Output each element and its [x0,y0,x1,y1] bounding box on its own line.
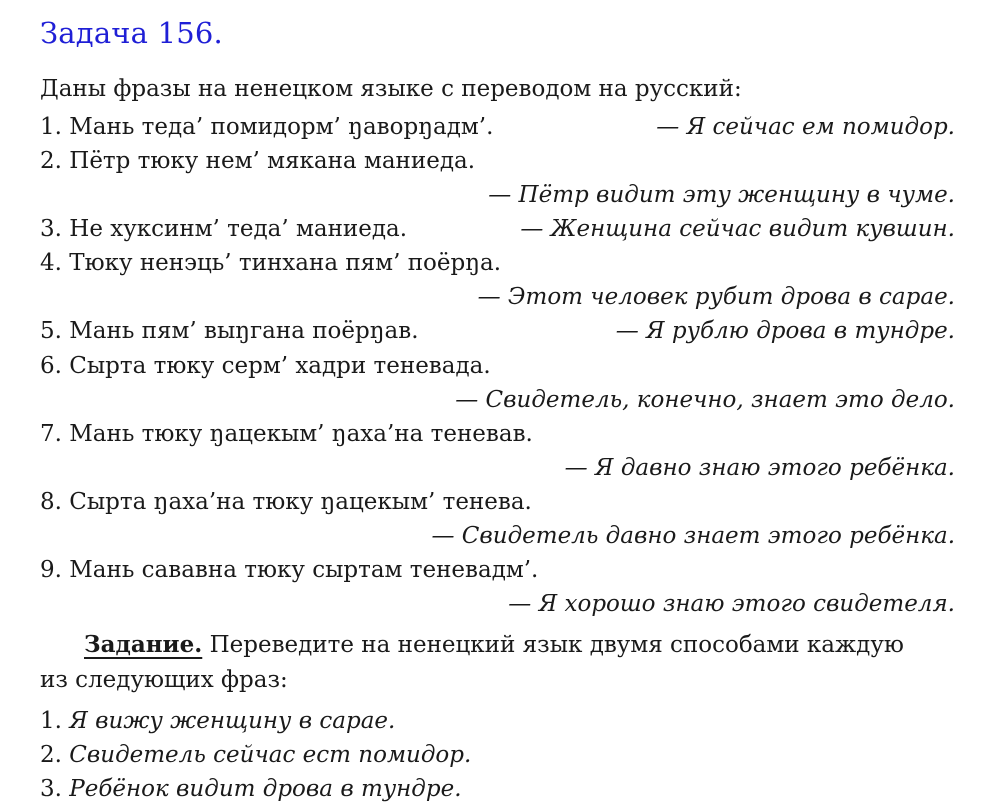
phrase-source: 6. Сырта тюку серм’ хадри теневада. [40,353,491,379]
phrase-translation: — Этот человек рубит дрова в сарае. [477,284,955,310]
phrase-2 [40,146,955,176]
task-item-text: Ребёнок видит дрова в тундре. [69,776,462,802]
phrase-3 [40,214,955,244]
phrase-8 [40,487,955,517]
task-label: Задание. [84,631,203,658]
phrase-6-translation-line [40,385,955,415]
phrase-9-translation-line [40,589,955,619]
task-paragraph [40,630,955,660]
phrase-translation: — Я рублю дрова в тундре. [615,318,955,344]
phrase-7-translation-line [40,453,955,483]
phrase-5 [40,316,955,346]
phrase-translation: — Свидетель, конечно, знает это дело. [455,387,955,413]
task-text-2: из следующих фраз: [40,667,288,693]
phrase-4-translation-line [40,282,955,312]
phrase-source: 4. Тюку ненэць’ тинхана пям’ поёрŋа. [40,250,502,276]
phrase-1 [40,112,955,142]
phrase-translation: — Пётр видит эту женщину в чуме. [488,182,955,208]
intro-label: Даны фразы на ненецком языке с переводом на русский: [40,76,742,102]
phrase-source: 2. Пётр тюку нем’ мякана маниеда. [40,148,476,174]
task-item-text: Свидетель сейчас ест помидор. [69,742,472,768]
phrase-2-translation-line [40,180,955,210]
phrase-translation: — Свидетель давно знает этого ребёнка. [431,523,955,549]
phrase-source: 8. Сырта ŋаха’на тюку ŋацекым’ тенева. [40,489,532,515]
phrase-8-translation-line [40,521,955,551]
phrase-source: 9. Мань сававна тюку сыртам теневадм’. [40,557,539,583]
phrase-translation: — Я сейчас ем помидор. [656,114,955,140]
task-text-1: Переведите на ненецкий язык двумя способами каждую [202,632,904,658]
phrase-source: 1. Мань теда’ помидорм’ ŋаворŋадм’. [40,114,494,140]
phrase-source: 7. Мань тюку ŋацекым’ ŋаха’на теневав. [40,421,533,447]
task-paragraph-cont [40,665,955,695]
task-item-3 [40,774,955,804]
phrase-source: 3. Не хуксинм’ теда’ маниеда. [40,216,408,242]
task-item-text: Я вижу женщину в сарае. [69,708,396,734]
task-item-number: 1. [40,708,62,734]
task-item-1 [40,706,955,736]
task-item-number: 2. [40,742,62,768]
problem-title: Задача 156. [40,16,223,50]
task-item-number: 3. [40,776,62,802]
phrase-translation: — Я хорошо знаю этого свидетеля. [508,591,955,617]
task-item-2 [40,740,955,770]
phrase-4 [40,248,955,278]
phrase-6 [40,351,955,381]
phrase-source: 5. Мань пям’ выŋгана поёрŋав. [40,318,419,344]
intro-text [40,74,955,104]
phrase-translation: — Женщина сейчас видит кувшин. [520,216,955,242]
phrase-7 [40,419,955,449]
phrase-9 [40,555,955,585]
phrase-translation: — Я давно знаю этого ребёнка. [564,455,955,481]
